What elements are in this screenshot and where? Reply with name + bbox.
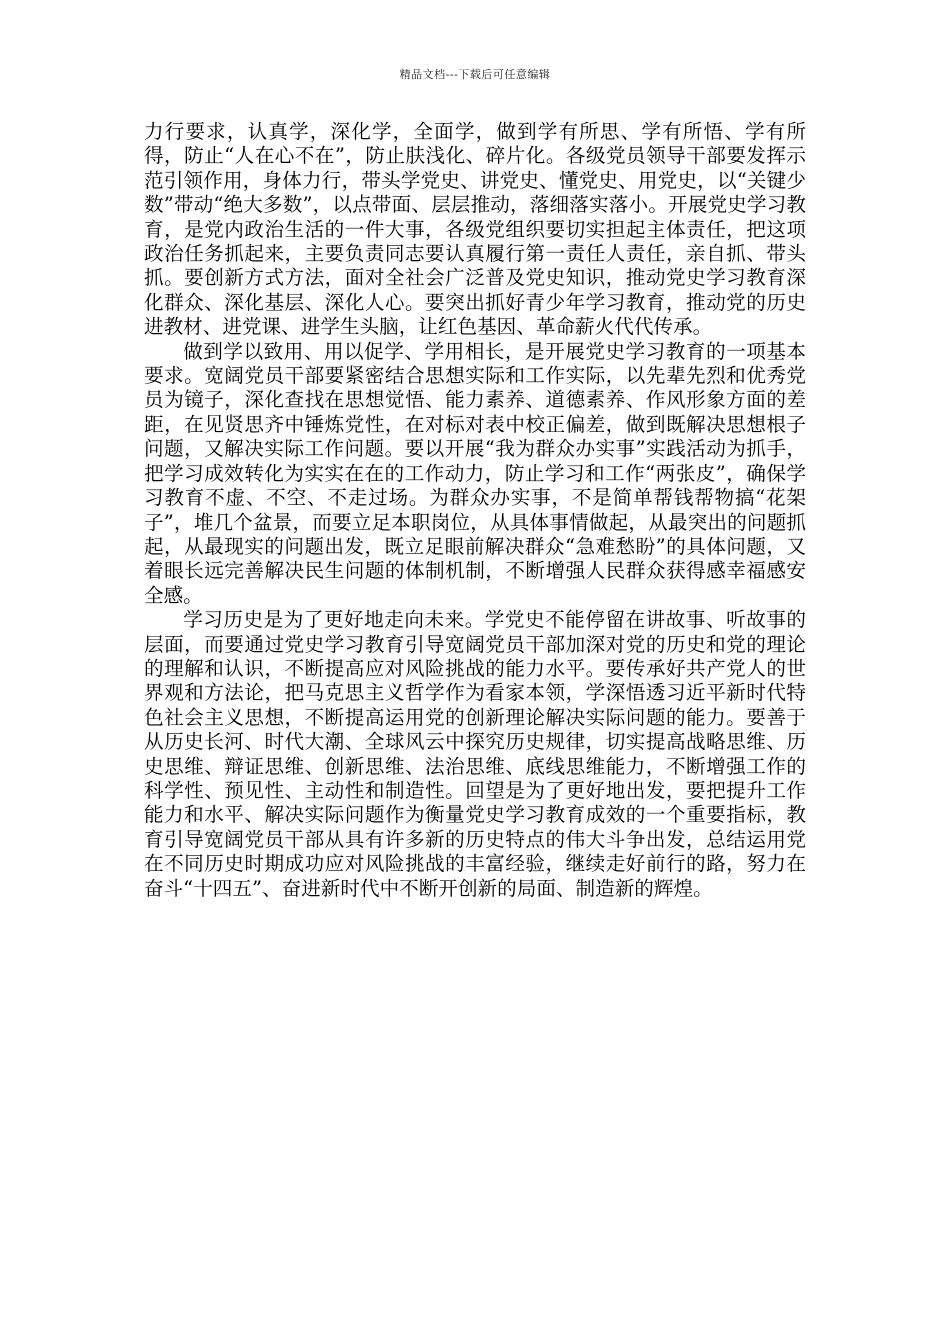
paragraph-2: 做到学以致用、用以促学、学用相长，是开展党史学习教育的一项基本要求。宽阔党员干部要紧密结合思想实际和工作实际，以先辈先烈和优秀党员为镜子，深化查找在思想觉悟、能力素养、道德素养、作风形象方面的差距，在见贤思齐中锤炼党性，在对标对表中校正偏差，做到既解决思想根子问题，又解决实际工作问题。要以开展“我为群众办实事”实践活动为抓手，把学习成效转化为实实在在的工作动力，防止学习和工作“两张皮”，确保学习教育不虚、不空、不走过场。为群众办实事，不是简单帮钱帮物搞“花架子”，堆几个盆景，而要立足本职岗位，从具体事情做起，从最突出的问题抓起，从最现实的问题出发，既立足眼前解决群众“急难愁盼”的具体问题，又着眼长远完善解决民生问题的体制机制，不断增强人民群众获得感幸福感安全感。 bbox=[144, 339, 806, 607]
paragraph-3: 学习历史是为了更好地走向未来。学党史不能停留在讲故事、听故事的层面，而要通过党史学习教育引导宽阔党员干部加深对党的历史和党的理论的理解和认识，不断提高应对风险挑战的能力水平。要传承好共产党人的世界观和方法论，把马克思主义哲学作为看家本领，学深悟透习近平新时代特色社会主义思想，不断提高运用党的创新理论解决实际问题的能力。要善于从历史长河、时代大潮、全球风云中探究历史规律，切实提高战略思维、历史思维、辩证思维、创新思维、法治思维、底线思维能力，不断增强工作的科学性、预见性、主动性和制造性。回望是为了更好地出发，要把提升工作能力和水平、解决实际问题作为衡量党史学习教育成效的一个重要指标，教育引导宽阔党员干部从具有许多新的历史特点的伟大斗争出发，总结运用党在不同历史时期成功应对风险挑战的丰富经验，继续走好前行的路，努力在奋斗“十四五”、奋进新时代中不断开创新的局面、制造新的辉煌。 bbox=[144, 608, 806, 900]
header-note: 精品文档---下载后可任意编辑 bbox=[399, 68, 551, 81]
paragraph-1: 力行要求，认真学，深化学，全面学，做到学有所思、学有所悟、学有所得，防止“人在心不在”，防止肤浅化、碎片化。各级党员领导干部要发挥示范引领作用，身体力行，带头学党史、讲党史、懂党史、用党史，以“关键少数”带动“绝大多数”，以点带面、层层推动，落细落实落小。开展党史学习教育，是党内政治生活的一件大事，各级党组织要切实担起主体责任，把这项政治任务抓起来，主要负责同志要认真履行第一责任人责任，亲自抓、带头抓。要创新方式方法，面对全社会广泛普及党史知识，推动党史学习教育深化群众、深化基层、深化人心。要突出抓好青少年学习教育，推动党的历史进教材、进党课、进学生头脑，让红色基因、革命薪火代代传承。 bbox=[144, 120, 806, 339]
document-body bbox=[144, 120, 806, 901]
